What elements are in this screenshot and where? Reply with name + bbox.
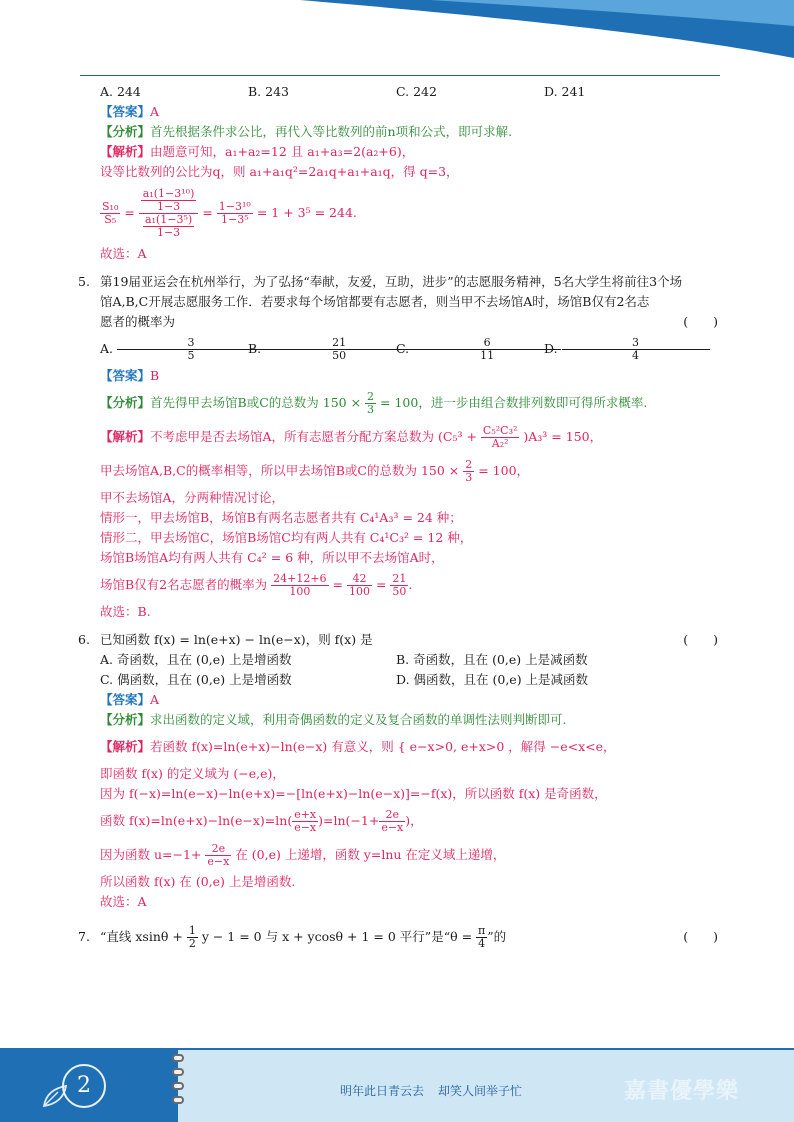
q5-stem-1: 5. 第19届亚运会在杭州举行，为了弘扬“奉献，友爱，互助，进步”的志愿服务精神，5名大学生将前往3个场 — [80, 272, 720, 292]
analysis-text: 首先根据条件求公比，再代入等比数列的前n项和公式，即可求解. — [150, 124, 513, 139]
header-rule — [80, 75, 720, 76]
q5-option-b: B. $\frac{21}{50}$ — [248, 332, 396, 366]
q5-option-d: D. $\frac{3}{4}$ — [544, 332, 692, 366]
q6-option-b: B. 奇函数，且在 (0,e) 上是减函数 — [396, 652, 588, 667]
q5-option-c: C. $\frac{6}{11}$ — [396, 332, 544, 366]
q7-answer-blank: ( ) — [683, 929, 718, 944]
q5-analysis: 【分析】首先得甲去场馆B或C的总数为 150 × $\frac{2}{3}$ = 100，进一步由组合数排列数即可得所求概率. — [100, 390, 648, 416]
analysis-tag: 【分析】 — [100, 124, 151, 139]
q6-solution-5: 因为函数 u=−1+ $\frac{2e}{e-x}$ 在 (0,e) 上递增，函数 y=lnu 在定义域上递增， — [100, 842, 506, 868]
q6-option-d: D. 偶函数，且在 (0,e) 上是减函数 — [396, 672, 589, 687]
q5-number: 5. — [78, 274, 90, 289]
q5-solution-2: 甲去场馆A,B,C的概率相等，所以甲去场馆B或C的总数为 150 × $\frac{2}{3}$ = 100， — [100, 458, 530, 484]
q5-solution-5: 情形二，甲去场馆C，场馆B场馆C均有两人共有 C₄¹C₃² = 12 种， — [100, 530, 473, 545]
footer-motto — [340, 1082, 536, 1099]
q5-option-a: A. $\frac{3}{5}$ — [100, 332, 248, 366]
q5-solution-7: 场馆B仅有2名志愿者的概率为 $\frac{24+12+6}{100}$ = $\frac{42}{100}$ = $\frac{21}{50}$ . — [100, 572, 413, 598]
q6-answer-blank: ( ) — [683, 632, 718, 647]
q6-conclusion: 故选：A — [100, 894, 147, 909]
motto-part-2: 却笑人间举子忙 — [438, 1084, 523, 1098]
q5-solution-6: 场馆B场馆A均有两人共有 C₄² = 6 种，所以甲不去场馆A时， — [100, 550, 444, 565]
q4-solution-2: 设等比数列的公比为q，则 a₁+a₁q²=2a₁q+a₁+a₁q，得 q=3， — [100, 164, 459, 179]
q5-answer: 【答案】B — [100, 368, 160, 383]
q6-option-c: C. 偶函数，且在 (0,e) 上是增函数 — [100, 672, 292, 687]
q5-conclusion: 故选：B. — [100, 604, 151, 619]
q6-answer: 【答案】A — [100, 692, 160, 707]
q5-stem-3: 愿者的概率为 ( ) — [80, 312, 720, 332]
formula-compound: $\frac{\frac{\text{a₁(1−3¹⁰)}}{1-3}}{\frac{\text{a₁(1−3⁵)}}{1-3}}$ — [139, 188, 199, 239]
q6-solution-3: 因为 f(−x)=ln(e−x)−ln(e+x)=−[ln(e+x)−ln(e−x)]=−f(x)，所以函数 f(x) 是奇函数， — [100, 786, 607, 801]
q4-answer — [80, 102, 720, 122]
solution-tag: 【解析】 — [100, 144, 151, 159]
q4-option-b: B. 243 — [248, 84, 289, 99]
q6-stem: 6. 已知函数 f(x) = ln(e+x) − ln(e−x)，则 f(x) 是 ( ) — [80, 630, 720, 650]
answer-tag: 【答案】 — [100, 104, 151, 119]
q6-options-row-2 — [80, 670, 720, 690]
q4-formula: $\frac{\text{S₁₀}}{\text{S₅}}$ = $\frac{\frac{\text{a₁(1−3¹⁰)}}{1-3}}{\frac{\text{a₁(1−3⁵)}}{1-3}}$ = $\frac{\text{1−3¹⁰}}{\text{1−3⁵}}$ = 1 + 3⁵ = 244. — [102, 187, 357, 239]
q5-options — [80, 332, 720, 366]
q4-analysis — [80, 122, 720, 142]
q6-solution-4: 函数 f(x)=ln(e+x)−ln(e−x)=ln( $\frac{e+x}{e-x}$ )=ln(−1+ $\frac{2e}{e-x}$ )， — [100, 808, 423, 834]
brand-logo: 嘉書優學樂 — [624, 1079, 740, 1104]
header-swoosh-decoration — [0, 0, 794, 80]
q5-solution-3: 甲不去场馆A，分两种情况讨论， — [100, 490, 285, 505]
page-content — [80, 82, 720, 954]
q4-option-c: C. 242 — [396, 84, 437, 99]
motto-part-1: 明年此日青云去 — [340, 1084, 425, 1098]
q6-solution-1: 【解析】若函数 f(x)=ln(e+x)−ln(e−x) 有意义，则 { e−x>0, e+x>0 ，解得 −e<x<e， — [100, 739, 616, 754]
q7-stem: 7. “直线 xsinθ + $\frac{1}{2}$ y − 1 = 0 与 x + ycosθ + 1 = 0 平行”是“θ = $\frac{\pi}{4}$ ”的 ( ) — [80, 920, 720, 954]
q5-answer-blank: ( ) — [683, 314, 718, 329]
q6-solution-2: 即函数 f(x) 的定义域为 (−e,e)， — [100, 766, 285, 781]
answer-value: A — [150, 104, 160, 119]
formula-mid: $\frac{\text{1−3¹⁰}}{\text{1−3⁵}}$ — [218, 200, 251, 226]
q4-option-d: D. 241 — [544, 84, 586, 99]
q6-solution-6: 所以函数 f(x) 在 (0,e) 上是增函数. — [100, 874, 296, 889]
page-number: 2 — [62, 1064, 106, 1108]
q5-stem-2: 馆A,B,C开展志愿服务工作．若要求每个场馆都要有志愿者，则当甲不去场馆A时，场馆B仅有2名志 — [100, 294, 650, 309]
q6-number: 6. — [78, 632, 90, 647]
q7-number: 7. — [78, 929, 90, 944]
q6-option-a: A. 奇函数，且在 (0,e) 上是增函数 — [100, 652, 292, 667]
binder-rings — [172, 1054, 184, 1110]
formula-tail: = 1 + 3⁵ = 244. — [256, 205, 357, 220]
q4-options — [80, 82, 720, 102]
q4-conclusion: 故选：A — [100, 246, 147, 261]
formula-lhs: $\frac{\text{S₁₀}}{\text{S₅}}$ — [102, 200, 119, 226]
q6-analysis: 【分析】求出函数的定义域，利用奇偶函数的定义及复合函数的单调性法则判断即可. — [100, 712, 567, 727]
q5-solution-4: 情形一，甲去场馆B，场馆B有两名志愿者共有 C₄¹A₃³ = 24 种； — [100, 510, 462, 525]
solution-line: 由题意可知，a₁+a₂=12 且 a₁+a₃=2(a₂+6)， — [150, 144, 415, 159]
q5-solution-1: 【解析】不考虑甲是否去场馆A，所有志愿者分配方案总数为 (C₅³ + $\frac{\text{C₅²C₃²}}{\text{A₂²}}$ )A₃³ = 150， — [100, 424, 603, 450]
q4-solution-1 — [80, 142, 720, 162]
q4-option-a: A. 244 — [100, 84, 141, 99]
q6-options-row-1 — [80, 650, 720, 670]
